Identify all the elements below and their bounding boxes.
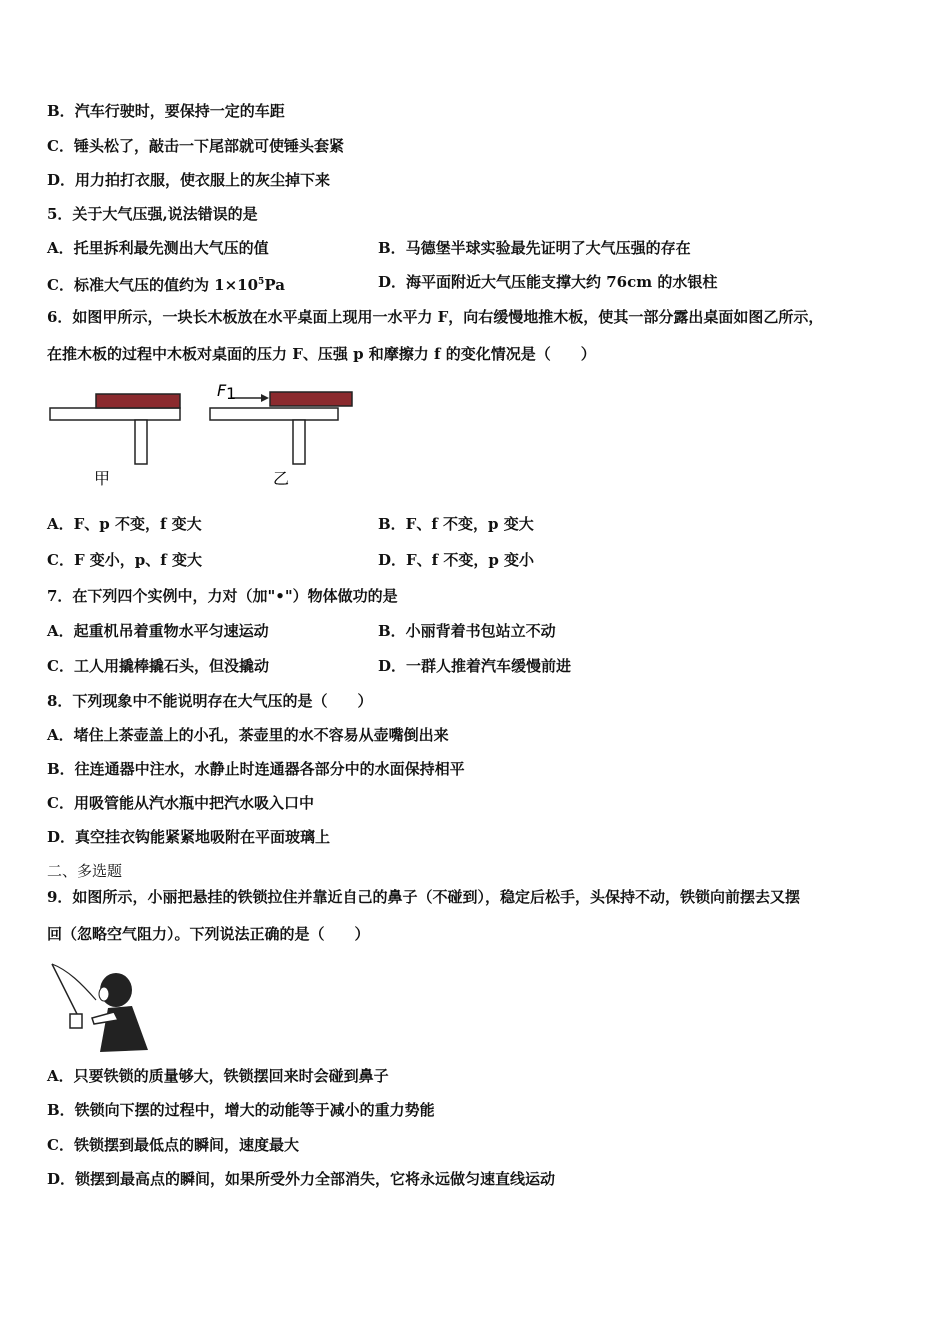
table-top-jia (50, 408, 180, 420)
q9-option-a: A．只要铁锁的质量够大，铁锁摆回来时会碰到鼻子 (47, 1067, 389, 1085)
board-yi (270, 392, 352, 406)
section-title-multi-choice: 二、多选题 (47, 862, 123, 880)
q8-option-a: A．堵住上茶壶盖上的小孔，茶壶里的水不容易从壶嘴倒出来 (47, 726, 449, 744)
q7-option-d: D．一群人推着汽车缓慢前进 (378, 657, 572, 675)
q6-stem-line2: 在推木板的过程中木板对桌面的压力 F、压强 p 和摩擦力 f 的变化情况是（ ） (47, 345, 596, 363)
label-yi: 乙 (273, 469, 290, 488)
q4-option-b: B．汽车行驶时，要保持一定的车距 (47, 102, 285, 120)
q6-stem-line1: 6．如图甲所示，一块长木板放在水平桌面上现用一水平力 F，向右缓慢地推木板，使其一部分露出桌面如图乙所示， (47, 308, 824, 326)
q9-option-b: B．铁锁向下摆的过程中，增大的动能等于减小的重力势能 (47, 1101, 435, 1119)
q8-option-b: B．往连通器中注水，水静止时连通器各部分中的水面保持相平 (47, 760, 465, 778)
table-leg-jia (135, 420, 147, 464)
q8-option-c: C．用吸管能从汽水瓶中把汽水吸入口中 (47, 794, 314, 812)
q9-figure-pendulum (48, 960, 158, 1058)
q4-option-c: C．锤头松了，敲击一下尾部就可使锤头套紧 (47, 137, 344, 155)
pendulum-string (52, 964, 78, 1016)
q5-stem: 5．关于大气压强,说法错误的是 (47, 205, 258, 223)
q5-option-a: A．托里拆利最先测出大气压的值 (47, 239, 269, 257)
q6-figure-yi (205, 380, 365, 492)
q8-stem: 8．下列现象中不能说明存在大气压的是（ ） (47, 692, 373, 710)
q4-option-d: D．用力拍打衣服，使衣服上的灰尘掉下来 (47, 171, 331, 189)
q6-option-a: A．F、p 不变，f 变大 (47, 515, 202, 533)
q9-option-d: D．锁摆到最高点的瞬间，如果所受外力全部消失，它将永远做匀速直线运动 (47, 1170, 556, 1188)
q5-option-b: B．马德堡半球实验最先证明了大气压强的存在 (378, 239, 691, 257)
q7-stem: 7．在下列四个实例中，力对（加"•"）物体做功的是 (47, 587, 398, 605)
q6-option-c: C．F 变小，p、f 变大 (47, 551, 202, 569)
q5-option-c: C．标准大气压的值约为 $1\times 10^5Pa$ (47, 276, 285, 294)
q8-option-d: D．真空挂衣钩能紧紧地吸附在平面玻璃上 (47, 828, 331, 846)
board-jia (96, 394, 180, 408)
q9-option-c: C．铁锁摆到最低点的瞬间，速度最大 (47, 1136, 299, 1154)
q7-option-c: C．工人用撬棒撬石头，但没撬动 (47, 657, 269, 675)
force-subscript: 1 (226, 384, 237, 403)
q6-option-d: D．F、f 不变，p 变小 (378, 551, 535, 569)
label-jia: 甲 (94, 469, 111, 488)
q7-option-b: B．小丽背着书包站立不动 (378, 622, 556, 640)
girl-body (100, 1006, 148, 1052)
q7-option-a: A．起重机吊着重物水平匀速运动 (47, 622, 269, 640)
force-arrowhead (261, 394, 269, 402)
force-label: F (217, 381, 227, 400)
table-top-yi (210, 408, 338, 420)
q6-option-b: B．F、f 不变，p 变大 (378, 515, 534, 533)
table-leg-yi (293, 420, 305, 464)
q9-stem-line1: 9．如图所示，小丽把悬挂的铁锁拉住并靠近自己的鼻子（不碰到），稳定后松手，头保持不动，铁锁向前摆去又摆 (47, 888, 800, 906)
q6-figure-jia (45, 384, 195, 494)
iron-lock (70, 1014, 82, 1028)
q5-option-d: D．海平面附近大气压能支撑大约 76cm 的水银柱 (378, 273, 718, 291)
q9-stem-line2: 回（忽略空气阻力）。下列说法正确的是（ ） (47, 925, 370, 943)
